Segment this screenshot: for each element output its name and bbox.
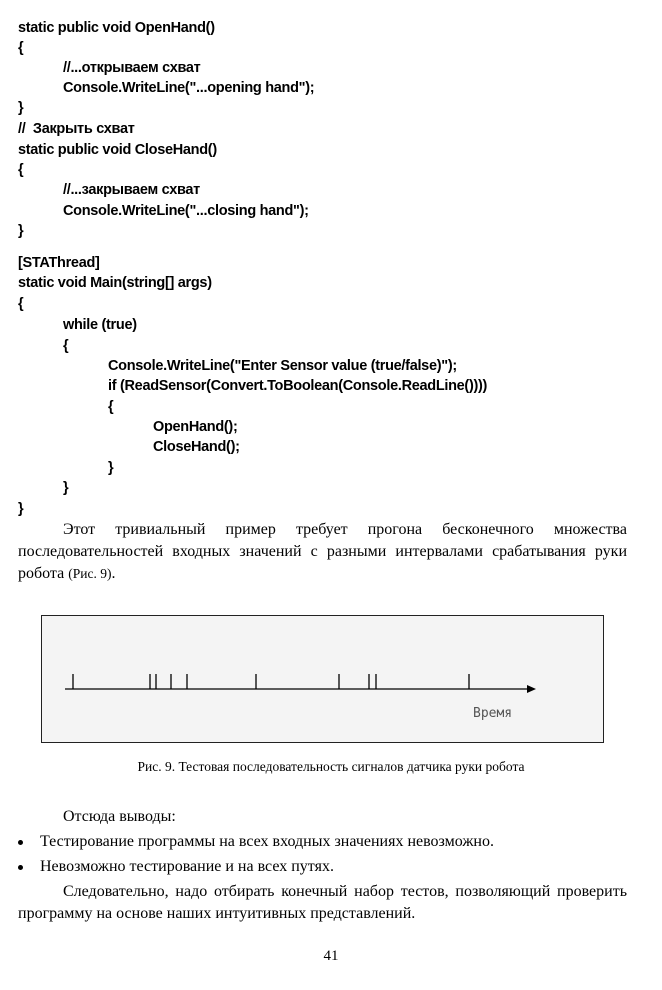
event-ticks: [73, 674, 469, 689]
code-line: Console.WriteLine("...opening hand");: [63, 80, 315, 96]
paragraph-conclusion: Следовательно, надо отбирать конечный набор тестов, позволяющий проверить программу на основе наших интуитивных представлений.: [18, 883, 627, 922]
code-line: {: [18, 162, 24, 178]
code-line: }: [18, 223, 24, 239]
paragraph-text: Этот тривиальный пример требует прогона бесконечного множества последовательностей входных значений с разными интервалами срабатывания руки робота: [18, 521, 627, 582]
code-line: }: [108, 460, 114, 476]
paragraph-example: [18, 519, 627, 585]
code-line: [STAThread]: [18, 255, 100, 271]
code-line: //...открываем схват: [63, 60, 201, 76]
axis-arrow-icon: [527, 685, 536, 693]
conclusion-intro: Отсюда выводы:: [63, 808, 176, 825]
code-line: //...закрываем схват: [63, 182, 200, 198]
code-line: {: [18, 296, 24, 312]
code-line: static public void OpenHand(): [18, 20, 215, 36]
code-line: while (true): [63, 317, 137, 333]
code-line: }: [18, 100, 24, 116]
code-line: Console.WriteLine("...closing hand");: [63, 203, 309, 219]
figure-reference: (Рис. 9): [68, 566, 112, 581]
code-line: }: [18, 501, 24, 517]
code-line: }: [63, 480, 69, 496]
bullet-icon: [18, 865, 23, 870]
code-line: {: [63, 338, 69, 354]
list-item-text: Невозможно тестирование и на всех путях.: [40, 858, 334, 875]
code-line: static void Main(string[] args): [18, 275, 212, 291]
code-line: static public void CloseHand(): [18, 142, 217, 158]
code-line: OpenHand();: [153, 419, 238, 435]
axis-label: Время: [473, 706, 513, 721]
code-line: if (ReadSensor(Convert.ToBoolean(Console.ReadLine()))): [108, 378, 488, 394]
code-line: // Закрыть схват: [18, 121, 135, 137]
figure-signal-sequence: [41, 615, 604, 743]
code-line: {: [18, 40, 24, 56]
code-line: CloseHand();: [153, 439, 240, 455]
code-line: {: [108, 399, 114, 415]
list-item-text: Тестирование программы на всех входных значениях невозможно.: [40, 833, 494, 850]
code-line: Console.WriteLine("Enter Sensor value (true/false)");: [108, 358, 457, 374]
bullet-icon: [18, 840, 23, 845]
paragraph-tail: .: [111, 565, 116, 582]
figure-caption: Рис. 9. Тестовая последовательность сигналов датчика руки робота: [137, 759, 525, 774]
timeline-chart: [42, 616, 602, 741]
page-number: 41: [323, 948, 339, 964]
